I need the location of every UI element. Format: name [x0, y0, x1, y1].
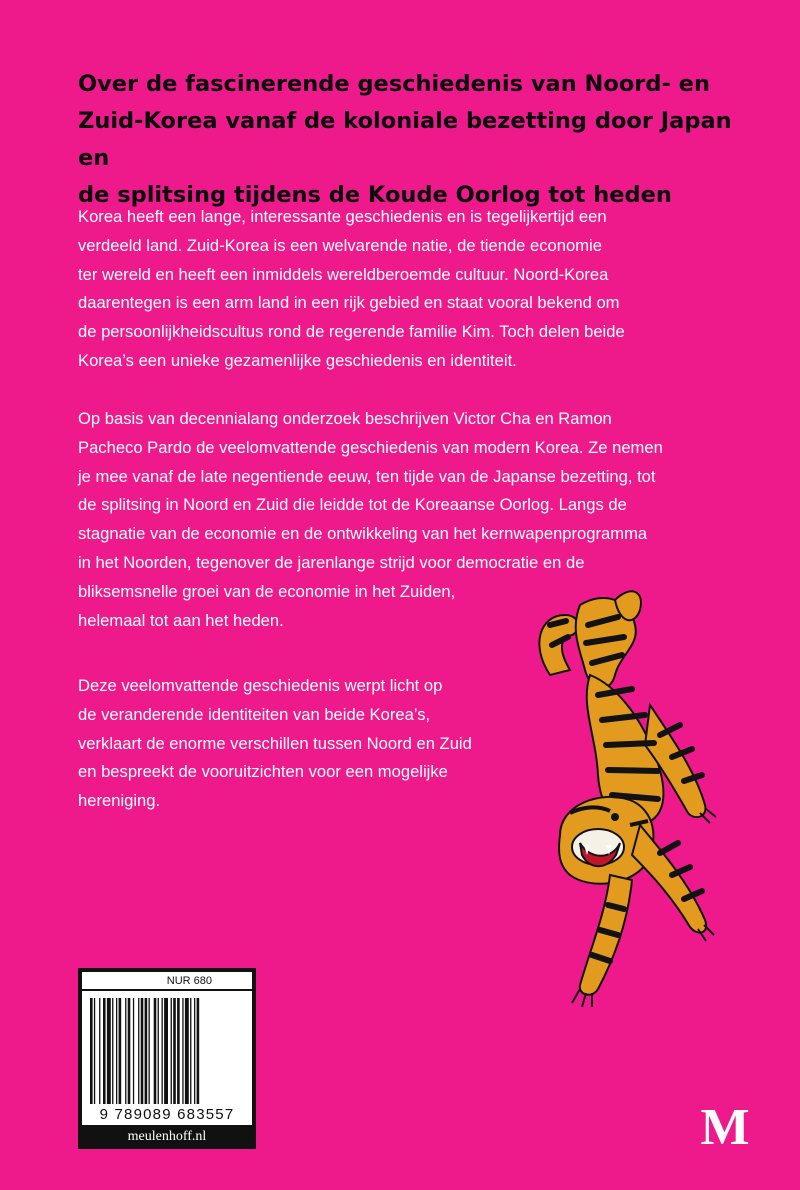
barcode-bars — [90, 998, 246, 1104]
text-line: helemaal tot aan het heden. — [78, 610, 284, 630]
isbn-number: 9 789089 683557 — [99, 1106, 235, 1123]
barcode-bar — [185, 998, 189, 1104]
barcode-bar — [154, 998, 157, 1104]
barcode-bar — [145, 998, 148, 1104]
barcode-bar — [141, 998, 144, 1104]
headline-line: Zuid-Korea vanaf de koloniale bezetting door Japan en — [78, 108, 732, 171]
text-line: Op basis van decennialang onderzoek beschrijven Victor Cha en Ramon — [78, 409, 612, 428]
publisher-website: meulenhoff.nl — [78, 1125, 256, 1149]
barcode-bar — [119, 998, 122, 1104]
barcode-bar — [94, 998, 95, 1104]
text-line: de veranderende identiteiten van beide Korea’s, — [78, 704, 431, 724]
barcode-bar — [133, 998, 134, 1104]
text-line: Pacheco Pardo de veelomvattende geschiedenis van modern Korea. Ze nemen — [78, 437, 663, 457]
barcode-bar — [177, 998, 180, 1104]
text-line: Korea heeft een lange, interessante geschiedenis en is tegelijkertijd een — [78, 207, 607, 226]
barcode-bar — [138, 998, 139, 1104]
barcode-bar — [162, 998, 163, 1104]
text-line: de persoonlijkheidscultus rond de regerende familie Kim. Toch delen beide — [78, 322, 625, 342]
text-line: verklaart de enorme verschillen tussen Noord en Zuid — [78, 733, 472, 753]
barcode-bar — [99, 998, 100, 1104]
headline — [78, 66, 758, 214]
barcode-bar — [107, 998, 111, 1104]
barcode-bar — [128, 998, 131, 1104]
paragraph-summary — [78, 672, 472, 816]
barcode-bar — [112, 998, 113, 1104]
text-line: verdeeld land. Zuid-Korea is een welvarende natie, de tiende economie — [78, 235, 602, 255]
headline-line: de splitsing tijdens de Koude Oorlog tot heden — [78, 182, 672, 208]
barcode-bar — [149, 998, 150, 1104]
text-line: de splitsing in Noord en Zuid die leidde tot de Koreaanse Oorlog. Langs de — [78, 495, 627, 515]
barcode-bar — [197, 998, 200, 1104]
text-line: Deze veelomvattende geschiedenis werpt licht op — [78, 676, 443, 695]
text-line: ter wereld en heeft een inmiddels wereldberoemde cultuur. Noord-Korea — [78, 264, 609, 284]
barcode-bar — [194, 998, 195, 1104]
barcode-bar — [164, 998, 168, 1104]
paragraph-intro — [78, 203, 625, 376]
tiger-illustration — [520, 585, 750, 1025]
barcode-bar — [103, 998, 106, 1104]
barcode-bar — [90, 998, 93, 1104]
barcode-bar — [182, 998, 183, 1104]
text-line: daarentegen is een arm land in een rijk gebied en staat vooral bekend om — [78, 293, 620, 313]
barcode-box — [78, 968, 256, 1149]
publisher-logo: M — [700, 1099, 750, 1156]
text-line: in het Noorden, tegenover de jarenlange strijd voor democratie en de — [78, 552, 585, 572]
nur-code: NUR 680 — [82, 972, 252, 991]
text-line: Korea’s een unieke gezamenlijke geschiedenis en identiteit. — [78, 350, 517, 370]
text-line: en bespreekt de vooruitzichten voor een mogelijke — [78, 762, 448, 782]
barcode-bar — [173, 998, 176, 1104]
barcode-bar — [116, 998, 117, 1104]
text-line: stagnatie van de economie en de ontwikkeling van het kernwapenprogramma — [78, 524, 648, 544]
text-line: hereniging. — [78, 791, 161, 811]
barcode-bar — [158, 998, 159, 1104]
barcode-bar — [190, 998, 191, 1104]
headline-line: Over de fascinerende geschiedenis van Noord- en — [78, 71, 710, 97]
text-line: je mee vanaf de late negentiende eeuw, ten tijde van de Japanse bezetting, tot — [78, 466, 656, 486]
text-line: bliksemsnelle groei van de economie in het Zuiden, — [78, 581, 456, 601]
barcode-bar — [171, 998, 172, 1104]
barcode-bar — [125, 998, 126, 1104]
